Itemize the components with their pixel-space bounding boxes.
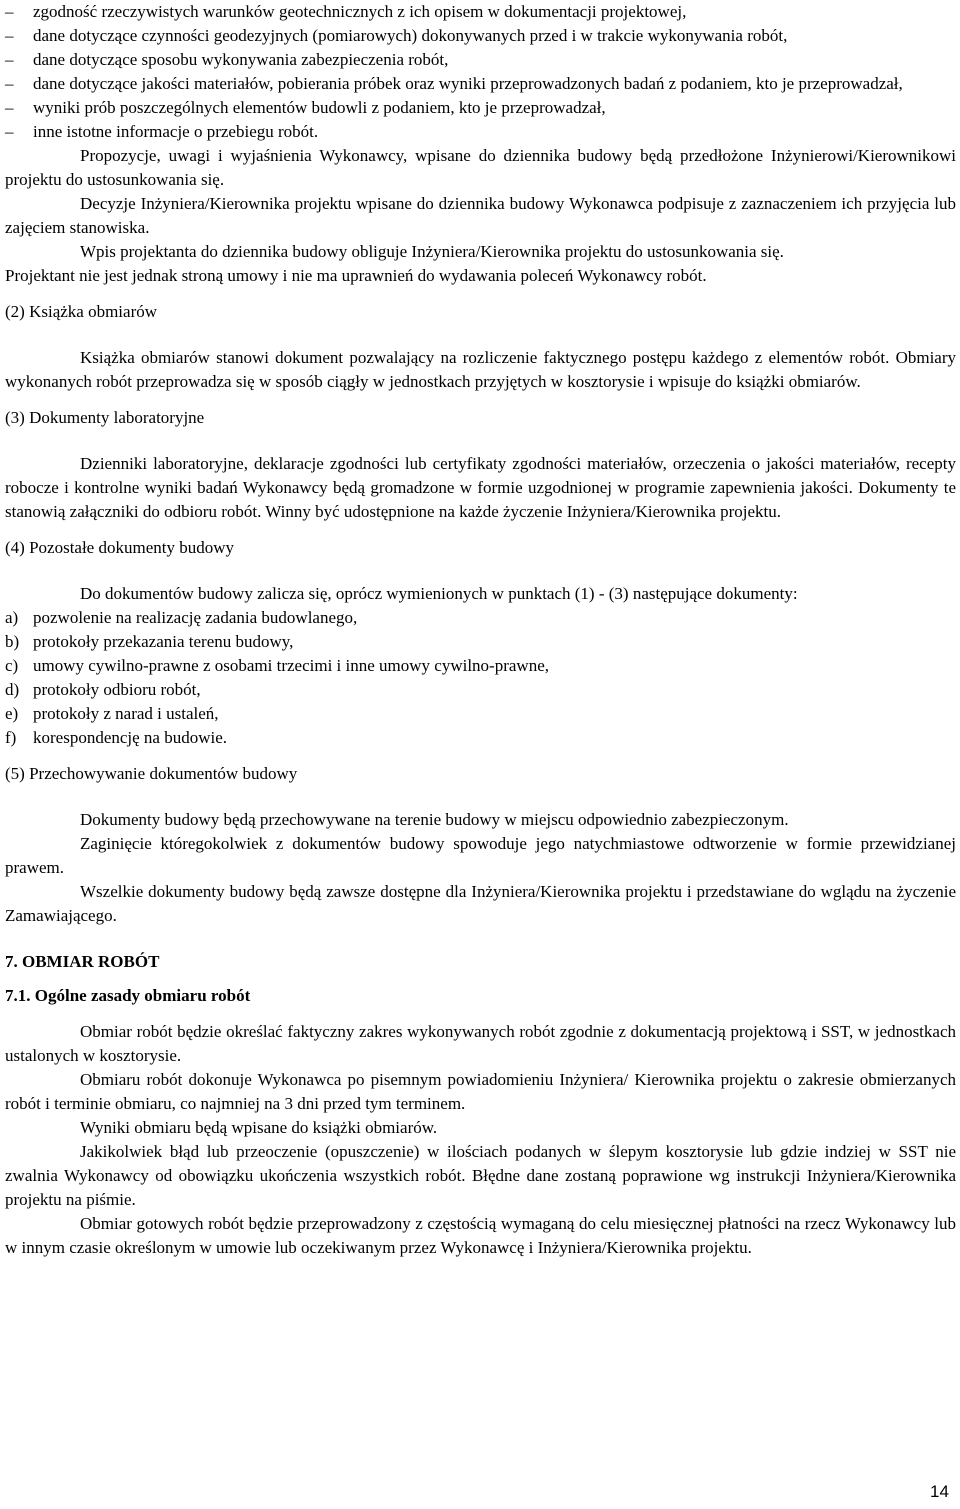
list-item: e) protokoły z narad i ustaleń, (5, 704, 219, 723)
list-item: – wyniki prób poszczególnych elementów budowli z podaniem, kto je przeprowadzał, (5, 96, 956, 120)
section-text-measurement-book: Książka obmiarów stanowi dokument pozwalający na rozliczenie faktycznego postępu każdego z elementów robót. Obmiary wykonanych robót przeprowadza się w sposób ciągły w jednostkach przyjętych w kosztorysie i wpisuje do książki obmiarów. (5, 348, 956, 391)
paragraph-measurement-3: Wyniki obmiaru będą wpisane do książki obmiarów. (80, 1118, 438, 1137)
section-title-storage: (5) Przechowywanie dokumentów budowy (5, 764, 298, 783)
documents-list (5, 606, 956, 750)
dash-marker: – (5, 50, 14, 69)
list-item: – dane dotyczące sposobu wykonywania zabezpieczenia robót, (5, 48, 956, 72)
dash-marker: – (5, 98, 14, 117)
dash-marker: – (5, 26, 14, 45)
paragraph-measurement-4: Jakikolwiek błąd lub przeoczenie (opuszczenie) w ilościach podanych w ślepym kosztorysie lub gdzie indziej w SST nie zwalnia Wykonawcy od obowiązku ukończenia wszystkich robót. Błędne dane zostaną poprawione wg instrukcji Inżyniera/Kierownika projektu na piśmie. (5, 1142, 956, 1209)
paragraph-storage-1: Dokumenty budowy będą przechowywane na terenie budowy w miejscu odpowiednio zabezpieczonym. (80, 810, 789, 829)
paragraph-storage-2: Zaginięcie któregokolwiek z dokumentów budowy spowoduje jego natychmiastowe odtworzenie w formie przewidzianej prawem. (5, 834, 956, 877)
heading-measurement: 7. OBMIAR ROBÓT (5, 952, 160, 971)
section-title-lab-documents: (3) Dokumenty laboratoryjne (5, 408, 205, 427)
section-text-lab-documents: Dzienniki laboratoryjne, deklaracje zgodności lub certyfikaty zgodności materiałów, orzeczenia o jakości materiałów, recepty robocze i kontrolne wyniki badań Wykonawcy będą gromadzone w formie uzgodnionej w programie zapewnienia jakości. Dokumenty te stanowią załączniki do odbioru robót. Winny być udostępnione na każde życzenie Inżyniera/Kierownika projektu. (5, 454, 956, 521)
paragraph-designer-entry: Wpis projektanta do dziennika budowy obliguje Inżyniera/Kierownika projektu do ustosunkowania się. (80, 242, 784, 261)
paragraph-measurement-2: Obmiaru robót dokonuje Wykonawca po pisemnym powiadomieniu Inżyniera/ Kierownika projektu o zakresie obmierzanych robót i terminie obmiaru, co najmniej na 3 dni przed tym terminem. (5, 1070, 956, 1113)
section-text-other-documents: Do dokumentów budowy zalicza się, oprócz wymienionych w punktach (1) - (3) następujące dokumenty: (80, 584, 798, 603)
list-item: a) pozwolenie na realizację zadania budowlanego, (5, 608, 358, 627)
page-number: 14 (930, 1482, 949, 1501)
bullet-list (5, 0, 956, 144)
section-title-other-documents: (4) Pozostałe dokumenty budowy (5, 538, 234, 557)
dash-marker: – (5, 122, 14, 141)
list-item: d) protokoły odbioru robót, (5, 680, 201, 699)
section-title-measurement-book: (2) Książka obmiarów (5, 302, 158, 321)
paragraph-decisions: Decyzje Inżyniera/Kierownika projektu wpisane do dziennika budowy Wykonawca podpisuje z zaznaczeniem ich przyjęcia lub zajęciem stanowiska. (5, 194, 956, 237)
list-item: f) korespondencję na budowie. (5, 728, 228, 747)
dash-marker: – (5, 2, 14, 21)
heading-measurement-rules: 7.1. Ogólne zasady obmiaru robót (5, 986, 251, 1005)
paragraph-measurement-1: Obmiar robót będzie określać faktyczny zakres wykonywanych robót zgodnie z dokumentacją projektową i SST, w jednostkach ustalonych w kosztorysie. (5, 1022, 956, 1065)
list-item: – zgodność rzeczywistych warunków geotechnicznych z ich opisem w dokumentacji projektowej, (5, 0, 956, 24)
paragraph-measurement-5: Obmiar gotowych robót będzie przeprowadzony z częstością wymaganą do celu miesięcznej płatności na rzecz Wykonawcy lub w innym czasie określonym w umowie lub oczekiwanym przez Wykonawcę i Inżyniera/Kierownika projektu. (5, 1214, 956, 1257)
paragraph-designer-note: Projektant nie jest jednak stroną umowy i nie ma uprawnień do wydawania poleceń Wykonawcy robót. (5, 266, 707, 285)
list-item: – dane dotyczące jakości materiałów, pobierania próbek oraz wyniki przeprowadzonych badań z podaniem, kto je przeprowadzał, (5, 72, 956, 96)
document-page (5, 0, 956, 1260)
paragraph-storage-3: Wszelkie dokumenty budowy będą zawsze dostępne dla Inżyniera/Kierownika projektu i przedstawiane do wglądu na życzenie Zamawiającego. (5, 882, 956, 925)
list-item: b) protokoły przekazania terenu budowy, (5, 632, 294, 651)
list-item: – dane dotyczące czynności geodezyjnych (pomiarowych) dokonywanych przed i w trakcie wykonywania robót, (5, 24, 956, 48)
paragraph-proposals: Propozycje, uwagi i wyjaśnienia Wykonawcy, wpisane do dziennika budowy będą przedłożone Inżynierowi/Kierownikowi projektu do ustosunkowania się. (5, 146, 956, 189)
list-item: c) umowy cywilno-prawne z osobami trzecimi i inne umowy cywilno-prawne, (5, 656, 550, 675)
list-item: – inne istotne informacje o przebiegu robót. (5, 120, 956, 144)
dash-marker: – (5, 74, 14, 93)
